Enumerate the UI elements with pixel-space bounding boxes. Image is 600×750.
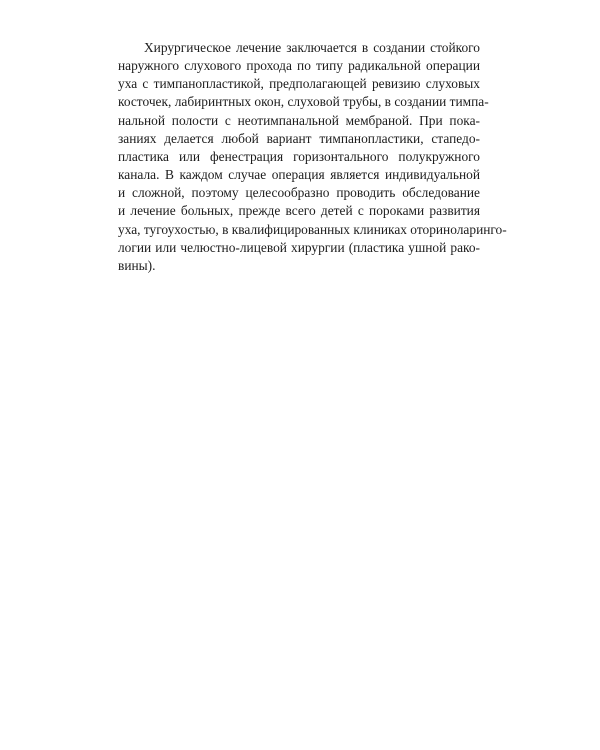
paragraph-line: нальной полости с неотимпанальной мембраной. При пока-: [118, 112, 480, 128]
paragraph-line: и сложной, поэтому целесообразно проводить обследование: [118, 185, 480, 201]
paragraph-line: уха, тугоухостью, в квалифицированных клиниках оториноларинго-: [118, 221, 507, 237]
paragraph-line: канала. В каждом случае операция является индивидуальной: [118, 167, 480, 183]
paragraph-line: вины).: [118, 257, 156, 273]
paragraph-line: логии или челюстно-лицевой хирургии (пластика ушной рако-: [118, 239, 480, 255]
paragraph-line: пластика или фенестрация горизонтального полукружного: [118, 148, 480, 164]
paragraph-line: заниях делается любой вариант тимпанопластики, стапедо-: [118, 130, 480, 146]
paragraph-line: и лечение больных, прежде всего детей с пороками развития: [118, 203, 480, 219]
body-paragraph: [118, 39, 507, 275]
paragraph-line: Хирургическое лечение заключается в создании стойкого: [144, 40, 480, 55]
paragraph-line: уха с тимпанопластикой, предполагающей ревизию слуховых: [118, 76, 480, 92]
paragraph-line: наружного слухового прохода по типу радикальной операции: [118, 58, 480, 74]
paragraph-line: косточек, лабиринтных окон, слуховой трубы, в создании тимпа-: [118, 94, 489, 110]
